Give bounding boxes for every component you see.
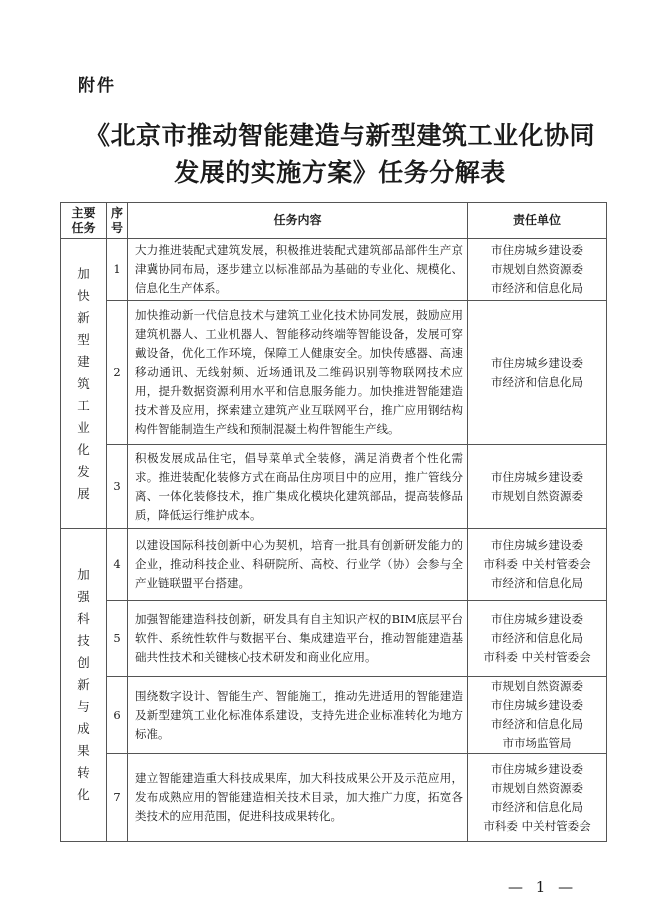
main-task-cell	[61, 239, 107, 529]
row-number: 6	[107, 677, 128, 754]
document-title-line-2: 发展的实施方案》任务分解表	[174, 158, 506, 187]
row-number: 4	[107, 529, 128, 601]
responsible-unit: 市住房城乡建设委 市规划自然资源委	[468, 445, 607, 529]
row-number: 2	[107, 301, 128, 445]
responsible-unit: 市规划自然资源委 市住房城乡建设委 市经济和信息化局 市市场监管局	[468, 677, 607, 754]
task-content: 以建设国际科技创新中心为契机，培育一批具有创新研发能力的企业，推动科技企业、科研院所、高校、行业学（协）会参与全产业链联盟平台搭建。	[128, 529, 468, 601]
table-header-row	[61, 203, 607, 239]
table-row	[61, 529, 607, 601]
annex-label: 附件	[78, 76, 116, 96]
task-content: 加快推动新一代信息技术与建筑工业化技术协同发展，鼓励应用建筑机器人、工业机器人、智能移动终端等智能设备，发展可穿戴设备，优化工作环境，保障工人健康安全。加快传感器、高速移动通讯、无线射频、近场通讯及二维码识别等物联网技术应用，提升数据资源利用水平和信息服务能力。加快推进智能建造技术普及应用，探索建立建筑产业互联网平台，推广应用钢结构构件智能制造生产线和预制混凝土构件智能生产线。	[128, 301, 468, 445]
task-content: 建立智能建造重大科技成果库，加大科技成果公开及示范应用，发布成熟应用的智能建造相关技术目录，加大推广力度，拓宽各类技术的应用范围，促进科技成果转化。	[128, 754, 468, 842]
task-content: 积极发展成品住宅，倡导菜单式全装修，满足消费者个性化需求。推进装配化装修方式在商品住房项目中的应用，推广管线分离、一体化装修技术，推广集成化模块化建筑部品，提高装修品质，降低运行维护成本。	[128, 445, 468, 529]
responsible-unit: 市住房城乡建设委 市规划自然资源委 市经济和信息化局	[468, 239, 607, 301]
row-number: 5	[107, 601, 128, 677]
header-main-task: 主要 任务	[61, 203, 107, 239]
table-row	[61, 445, 607, 529]
header-unit: 责任单位	[468, 203, 607, 239]
document-title-line-1: 《北京市推动智能建造与新型建筑工业化协同	[84, 121, 595, 150]
responsible-unit: 市住房城乡建设委 市规划自然资源委 市经济和信息化局 市科委 中关村管委会	[468, 754, 607, 842]
row-number: 1	[107, 239, 128, 301]
main-task-cell	[61, 529, 107, 842]
header-content: 任务内容	[128, 203, 468, 239]
header-seq: 序 号	[107, 203, 128, 239]
main-task-label: 加快新型建筑工业化发展	[77, 265, 90, 501]
table-row	[61, 601, 607, 677]
responsible-unit: 市住房城乡建设委 市经济和信息化局 市科委 中关村管委会	[468, 601, 607, 677]
responsible-unit: 市住房城乡建设委 市经济和信息化局	[468, 301, 607, 445]
page-number: — 1 —	[508, 878, 578, 896]
table-row	[61, 301, 607, 445]
table-row	[61, 239, 607, 301]
table-row	[61, 754, 607, 842]
main-task-label: 加强科技创新与成果转化	[77, 567, 90, 802]
responsible-unit: 市住房城乡建设委 市科委 中关村管委会 市经济和信息化局	[468, 529, 607, 601]
row-number: 7	[107, 754, 128, 842]
task-content: 大力推进装配式建筑发展，积极推进装配式建筑部品部件生产京津冀协同布局，逐步建立以标准部品为基础的专业化、规模化、信息化生产体系。	[128, 239, 468, 301]
task-content: 围绕数字设计、智能生产、智能施工，推动先进适用的智能建造及新型建筑工业化标准体系建设，支持先进企业标准转化为地方标准。	[128, 677, 468, 754]
table-row	[61, 677, 607, 754]
task-content: 加强智能建造科技创新，研发具有自主知识产权的BIM底层平台软件、系统性软件与数据平台、集成建造平台，推动智能建造基础共性技术和关键核心技术研发和商业化应用。	[128, 601, 468, 677]
row-number: 3	[107, 445, 128, 529]
task-breakdown-table	[60, 202, 607, 842]
